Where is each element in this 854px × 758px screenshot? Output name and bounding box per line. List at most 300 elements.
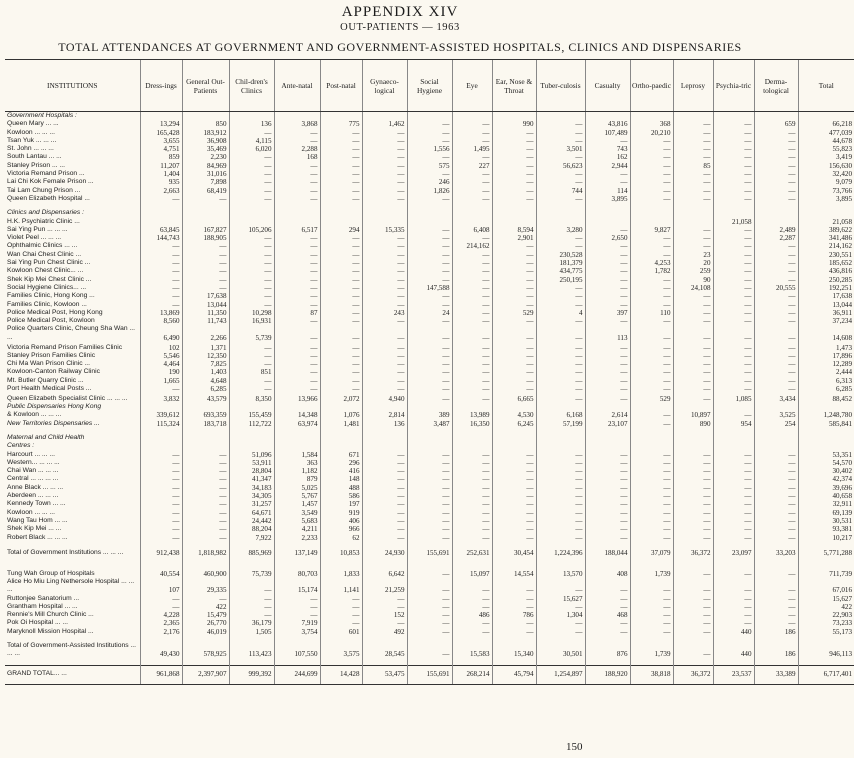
- value-cell: —: [492, 578, 536, 595]
- value-cell: —: [754, 368, 798, 376]
- value-cell: —: [320, 611, 362, 619]
- value-cell: 186: [754, 642, 798, 659]
- value-cell: 671: [320, 451, 362, 459]
- value-cell: 12,350: [182, 352, 229, 360]
- value-cell: —: [585, 595, 630, 603]
- value-cell: —: [713, 267, 754, 275]
- value-cell: —: [274, 195, 320, 203]
- value-cell: 51,096: [229, 451, 274, 459]
- value-cell: —: [140, 525, 182, 533]
- value-cell: —: [585, 301, 630, 309]
- attendance-table: [5, 59, 854, 685]
- value-cell: —: [536, 368, 585, 376]
- value-cell: —: [585, 603, 630, 611]
- table-row: [5, 385, 854, 393]
- value-cell: —: [182, 459, 229, 467]
- value-cell: 63,845: [140, 226, 182, 234]
- institution-label: Pok Oi Hospital ... ...: [7, 619, 68, 627]
- value-cell: 34,183: [229, 484, 274, 492]
- value-cell: —: [140, 276, 182, 284]
- value-cell: —: [140, 467, 182, 475]
- value-cell: 30,402: [798, 467, 854, 475]
- institution-label: Central ... ... ... ...: [7, 475, 59, 483]
- value-cell: —: [407, 459, 452, 467]
- value-cell: —: [452, 309, 492, 317]
- value-cell: —: [713, 509, 754, 517]
- value-cell: —: [585, 170, 630, 178]
- value-cell: —: [673, 459, 713, 467]
- value-cell: —: [407, 276, 452, 284]
- value-cell: —: [673, 342, 713, 352]
- table-body: [5, 112, 854, 685]
- value-cell: —: [754, 292, 798, 300]
- value-cell: —: [754, 309, 798, 317]
- institution-label: Aberdeen ... ... ...: [7, 492, 59, 500]
- table-row: [5, 162, 854, 170]
- value-cell: —: [630, 360, 673, 368]
- table-row: [5, 360, 854, 368]
- value-cell: —: [274, 178, 320, 186]
- value-cell: —: [713, 137, 754, 145]
- value-cell: —: [673, 187, 713, 195]
- value-cell: 601: [320, 628, 362, 636]
- institution-label: Tung Wah Group of Hospitals: [7, 569, 95, 577]
- institution-label: Mt. Butler Quarry Clinic ...: [7, 376, 84, 384]
- value-cell: —: [713, 534, 754, 542]
- value-cell: [362, 218, 407, 226]
- value-cell: 575: [407, 162, 452, 170]
- value-cell: —: [140, 259, 182, 267]
- value-cell: —: [407, 578, 452, 595]
- table-heading: TOTAL ATTENDANCES AT GOVERNMENT AND GOVERNMENT-ASSISTED HOSPITALS, CLINICS AND DISPENSARIES: [58, 40, 742, 54]
- value-cell: 1,665: [140, 377, 182, 385]
- value-cell: 15,174: [274, 578, 320, 595]
- value-cell: 17,896: [798, 352, 854, 360]
- value-cell: —: [407, 129, 452, 137]
- value-cell: 6,642: [362, 570, 407, 578]
- value-cell: 168: [274, 153, 320, 161]
- value-cell: 144,743: [140, 234, 182, 242]
- table-row: [5, 420, 854, 428]
- value-cell: —: [229, 276, 274, 284]
- value-cell: [229, 218, 274, 226]
- value-cell: 102: [140, 342, 182, 352]
- value-cell: —: [492, 360, 536, 368]
- value-cell: —: [492, 301, 536, 309]
- value-cell: —: [492, 145, 536, 153]
- table-row: [5, 642, 854, 659]
- value-cell: —: [229, 242, 274, 250]
- value-cell: 1,304: [536, 611, 585, 619]
- value-cell: 24: [407, 309, 452, 317]
- value-cell: —: [407, 484, 452, 492]
- value-cell: —: [585, 534, 630, 542]
- value-cell: —: [492, 451, 536, 459]
- value-cell: 23: [673, 251, 713, 259]
- institution-label: Port Health Medical Posts ...: [7, 385, 92, 392]
- value-cell: —: [673, 137, 713, 145]
- value-cell: —: [536, 475, 585, 483]
- value-cell: —: [182, 534, 229, 542]
- value-cell: 15,340: [492, 642, 536, 659]
- value-cell: 885,969: [229, 548, 274, 558]
- value-cell: —: [713, 619, 754, 627]
- value-cell: —: [362, 595, 407, 603]
- value-cell: —: [713, 301, 754, 309]
- value-cell: —: [274, 162, 320, 170]
- value-cell: —: [754, 145, 798, 153]
- value-cell: —: [630, 492, 673, 500]
- value-cell: —: [585, 276, 630, 284]
- value-cell: 56,623: [536, 162, 585, 170]
- value-cell: —: [713, 475, 754, 483]
- value-cell: —: [362, 385, 407, 393]
- value-cell: 586: [320, 492, 362, 500]
- value-cell: —: [362, 509, 407, 517]
- value-cell: —: [754, 385, 798, 393]
- value-cell: —: [536, 129, 585, 137]
- value-cell: 155,691: [407, 665, 452, 684]
- value-cell: 341,486: [798, 234, 854, 242]
- value-cell: —: [229, 377, 274, 385]
- institution-label: Grantham Hospital ... ...: [7, 602, 78, 610]
- value-cell: —: [362, 153, 407, 161]
- value-cell: —: [140, 603, 182, 611]
- value-cell: 3,832: [140, 393, 182, 403]
- value-cell: —: [754, 267, 798, 275]
- value-cell: 40,554: [140, 570, 182, 578]
- value-cell: 1,085: [713, 393, 754, 403]
- section-label: Centres :: [7, 442, 35, 450]
- column-header: Tuber-culosis: [536, 60, 585, 112]
- value-cell: 1,584: [274, 451, 320, 459]
- value-cell: 14,608: [798, 325, 854, 342]
- value-cell: 244,699: [274, 665, 320, 684]
- value-cell: [452, 218, 492, 226]
- institution-label: & Kowloon ... ... ...: [7, 411, 62, 419]
- value-cell: —: [274, 342, 320, 352]
- value-cell: —: [673, 195, 713, 203]
- value-cell: 152: [362, 611, 407, 619]
- value-cell: —: [274, 368, 320, 376]
- value-cell: 879: [274, 475, 320, 483]
- value-cell: —: [673, 393, 713, 403]
- value-cell: 6,285: [798, 385, 854, 393]
- value-cell: 11,350: [182, 309, 229, 317]
- value-cell: 422: [798, 603, 854, 611]
- value-cell: —: [362, 377, 407, 385]
- value-cell: 32,420: [798, 170, 854, 178]
- value-cell: —: [140, 517, 182, 525]
- value-cell: 192,251: [798, 284, 854, 292]
- value-cell: —: [754, 137, 798, 145]
- value-cell: [182, 218, 229, 226]
- value-cell: —: [229, 129, 274, 137]
- value-cell: —: [140, 385, 182, 393]
- value-cell: —: [630, 352, 673, 360]
- value-cell: [492, 218, 536, 226]
- value-cell: 5,025: [274, 484, 320, 492]
- value-cell: —: [492, 153, 536, 161]
- value-cell: 190: [140, 368, 182, 376]
- value-cell: —: [452, 187, 492, 195]
- value-cell: —: [362, 145, 407, 153]
- value-cell: —: [713, 451, 754, 459]
- value-cell: 3,434: [754, 393, 798, 403]
- value-cell: 31,016: [182, 170, 229, 178]
- table-row: [5, 509, 854, 517]
- column-header: Leprosy: [673, 60, 713, 112]
- table-row: [5, 309, 854, 317]
- value-cell: 859: [140, 153, 182, 161]
- table-row: [5, 534, 854, 542]
- value-cell: 6,490: [140, 325, 182, 342]
- value-cell: —: [182, 195, 229, 203]
- value-cell: —: [320, 129, 362, 137]
- value-cell: —: [362, 368, 407, 376]
- value-cell: —: [492, 259, 536, 267]
- value-cell: —: [536, 467, 585, 475]
- value-cell: 53,351: [798, 451, 854, 459]
- value-cell: —: [182, 509, 229, 517]
- value-cell: —: [673, 595, 713, 603]
- value-cell: 1,254,897: [536, 665, 585, 684]
- value-cell: 13,044: [182, 301, 229, 309]
- value-cell: —: [362, 137, 407, 145]
- value-cell: 230,528: [536, 251, 585, 259]
- value-cell: —: [229, 301, 274, 309]
- value-cell: —: [536, 459, 585, 467]
- value-cell: —: [630, 525, 673, 533]
- value-cell: —: [585, 360, 630, 368]
- institution-label: Police Medical Post, Hong Kong: [7, 308, 103, 316]
- table-row: [5, 284, 854, 292]
- value-cell: 84,969: [182, 162, 229, 170]
- value-cell: —: [320, 352, 362, 360]
- value-cell: —: [182, 525, 229, 533]
- institution-label: Violet Peel ... ... ...: [7, 234, 62, 242]
- appendix-subtitle: OUT-PATIENTS — 1963: [340, 22, 460, 33]
- value-cell: 24,442: [229, 517, 274, 525]
- value-cell: —: [630, 137, 673, 145]
- column-header: Gynaeco-logical: [362, 60, 407, 112]
- value-cell: —: [274, 129, 320, 137]
- value-cell: 227: [452, 162, 492, 170]
- value-cell: —: [320, 309, 362, 317]
- value-cell: —: [754, 534, 798, 542]
- value-cell: —: [585, 178, 630, 186]
- institution-label: Ophthalmic Clinics ... ...: [7, 242, 78, 250]
- value-cell: —: [630, 411, 673, 419]
- value-cell: 114: [585, 187, 630, 195]
- value-cell: —: [140, 301, 182, 309]
- table-row: [5, 153, 854, 161]
- value-cell: —: [673, 317, 713, 325]
- value-cell: 8,350: [229, 393, 274, 403]
- value-cell: —: [229, 292, 274, 300]
- value-cell: —: [274, 325, 320, 342]
- value-cell: —: [407, 226, 452, 234]
- value-cell: —: [320, 187, 362, 195]
- value-cell: —: [673, 517, 713, 525]
- table-row: [5, 195, 854, 203]
- institution-label: Queen Mary ... ...: [7, 120, 59, 128]
- institution-label: Wan Chai Chest Clinic ...: [7, 250, 82, 258]
- value-cell: —: [229, 352, 274, 360]
- value-cell: —: [713, 484, 754, 492]
- value-cell: —: [630, 475, 673, 483]
- value-cell: 363: [274, 459, 320, 467]
- value-cell: 408: [585, 570, 630, 578]
- institution-label: Wang Tau Hom ... ...: [7, 516, 68, 524]
- value-cell: —: [585, 484, 630, 492]
- value-cell: —: [182, 475, 229, 483]
- value-cell: 4,751: [140, 145, 182, 153]
- institution-label: Alice Ho Miu Ling Nethersole Hospital ... ... ...: [7, 577, 135, 594]
- value-cell: 890: [673, 420, 713, 428]
- value-cell: —: [452, 234, 492, 242]
- institution-label: Police Quarters Clinic, Cheung Sha Wan ... ...: [7, 325, 135, 341]
- value-cell: 167,827: [182, 226, 229, 234]
- value-cell: 15,097: [452, 570, 492, 578]
- value-cell: —: [713, 368, 754, 376]
- value-cell: —: [713, 242, 754, 250]
- value-cell: —: [630, 145, 673, 153]
- value-cell: 4,211: [274, 525, 320, 533]
- value-cell: [585, 218, 630, 226]
- value-cell: —: [754, 259, 798, 267]
- value-cell: —: [630, 195, 673, 203]
- section-header-row: [5, 434, 854, 442]
- institution-label: Kowloon-Canton Railway Clinic: [7, 368, 100, 376]
- value-cell: —: [585, 451, 630, 459]
- value-cell: —: [630, 276, 673, 284]
- value-cell: —: [452, 137, 492, 145]
- value-cell: —: [536, 292, 585, 300]
- value-cell: 2,287: [754, 234, 798, 242]
- value-cell: 5,771,288: [798, 548, 854, 558]
- value-cell: —: [362, 451, 407, 459]
- value-cell: 13,044: [798, 301, 854, 309]
- value-cell: —: [452, 195, 492, 203]
- value-cell: 7,922: [229, 534, 274, 542]
- value-cell: 2,230: [182, 153, 229, 161]
- value-cell: —: [754, 509, 798, 517]
- value-cell: —: [452, 276, 492, 284]
- value-cell: —: [452, 360, 492, 368]
- value-cell: 4,253: [630, 259, 673, 267]
- value-cell: —: [585, 459, 630, 467]
- value-cell: 42,374: [798, 475, 854, 483]
- value-cell: —: [536, 178, 585, 186]
- table-row: [5, 352, 854, 360]
- grand-total-row: [5, 665, 854, 684]
- value-cell: 68,419: [182, 187, 229, 195]
- value-cell: —: [182, 595, 229, 603]
- value-cell: —: [274, 267, 320, 275]
- value-cell: 786: [492, 611, 536, 619]
- institution-label: Families Clinic, Hong Kong ...: [7, 292, 95, 300]
- value-cell: 105,206: [229, 226, 274, 234]
- value-cell: —: [229, 360, 274, 368]
- value-cell: —: [536, 534, 585, 542]
- value-cell: —: [320, 170, 362, 178]
- value-cell: —: [452, 525, 492, 533]
- value-cell: 912,438: [140, 548, 182, 558]
- value-cell: [754, 218, 798, 226]
- value-cell: —: [182, 251, 229, 259]
- value-cell: —: [585, 509, 630, 517]
- value-cell: —: [713, 153, 754, 161]
- value-cell: —: [407, 267, 452, 275]
- value-cell: —: [320, 137, 362, 145]
- value-cell: —: [407, 317, 452, 325]
- value-cell: —: [492, 628, 536, 636]
- value-cell: —: [630, 500, 673, 508]
- value-cell: —: [673, 301, 713, 309]
- column-header: Social Hygiene: [407, 60, 452, 112]
- value-cell: —: [536, 603, 585, 611]
- value-cell: —: [452, 129, 492, 137]
- value-cell: —: [585, 467, 630, 475]
- column-header: Casualty: [585, 60, 630, 112]
- value-cell: 2,176: [140, 628, 182, 636]
- value-cell: —: [536, 153, 585, 161]
- value-cell: 246: [407, 178, 452, 186]
- table-row: [5, 137, 854, 145]
- value-cell: —: [274, 234, 320, 242]
- value-cell: —: [140, 534, 182, 542]
- value-cell: 33,203: [754, 548, 798, 558]
- value-cell: —: [630, 509, 673, 517]
- value-cell: 14,348: [274, 411, 320, 419]
- value-cell: —: [536, 500, 585, 508]
- value-cell: —: [320, 301, 362, 309]
- institution-label: Chi Ma Wan Prison Clinic ...: [7, 360, 90, 368]
- value-cell: 183,912: [182, 129, 229, 137]
- value-cell: —: [452, 352, 492, 360]
- value-cell: —: [673, 325, 713, 342]
- value-cell: —: [362, 301, 407, 309]
- value-cell: 1,404: [140, 170, 182, 178]
- value-cell: —: [492, 325, 536, 342]
- value-cell: 693,359: [182, 411, 229, 419]
- table-row: [5, 475, 854, 483]
- value-cell: —: [492, 292, 536, 300]
- value-cell: —: [452, 628, 492, 636]
- section-header-row: [5, 112, 854, 121]
- value-cell: 21,058: [713, 218, 754, 226]
- value-cell: 13,966: [274, 393, 320, 403]
- value-cell: —: [362, 525, 407, 533]
- value-cell: 851: [229, 368, 274, 376]
- value-cell: —: [754, 578, 798, 595]
- value-cell: 585,841: [798, 420, 854, 428]
- table-row: [5, 517, 854, 525]
- value-cell: —: [492, 137, 536, 145]
- value-cell: —: [713, 145, 754, 153]
- section-label: Government Hospitals :: [7, 112, 77, 119]
- value-cell: —: [362, 325, 407, 342]
- value-cell: 5,683: [274, 517, 320, 525]
- value-cell: —: [585, 267, 630, 275]
- value-cell: —: [407, 595, 452, 603]
- value-cell: —: [407, 120, 452, 128]
- value-cell: —: [362, 492, 407, 500]
- value-cell: 966: [320, 525, 362, 533]
- value-cell: 416: [320, 467, 362, 475]
- value-cell: 1,473: [798, 342, 854, 352]
